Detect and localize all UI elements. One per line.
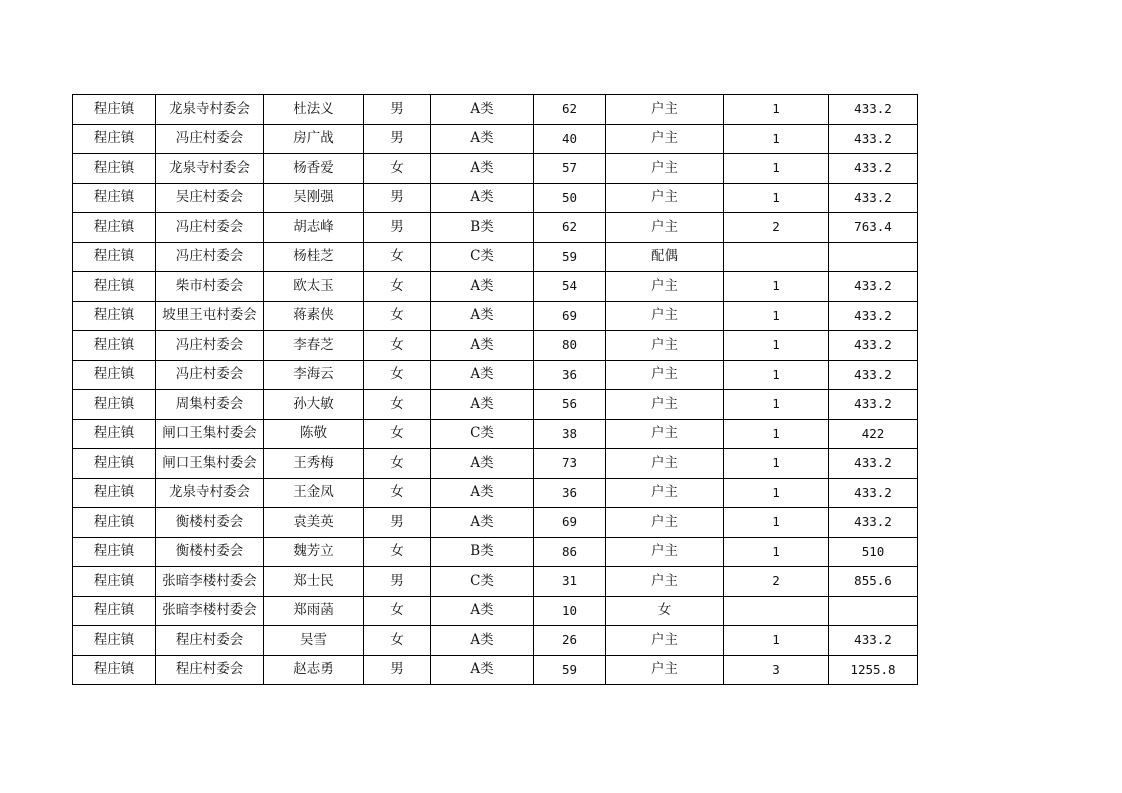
village-committee-cell: 张暗李楼村委会 — [156, 567, 264, 597]
person-name-cell: 王秀梅 — [264, 449, 364, 479]
town-cell: 程庄镇 — [73, 419, 156, 449]
person-name-cell: 蒋素侠 — [264, 301, 364, 331]
town-cell: 程庄镇 — [73, 537, 156, 567]
category-cell: C类 — [431, 419, 534, 449]
amount-cell: 433.2 — [829, 301, 918, 331]
amount-cell: 855.6 — [829, 567, 918, 597]
table-row — [73, 95, 918, 125]
category-cell: A类 — [431, 183, 534, 213]
category-cell: C类 — [431, 242, 534, 272]
relation-cell: 户主 — [606, 537, 724, 567]
village-committee-cell: 闸口王集村委会 — [156, 419, 264, 449]
village-committee-cell: 冯庄村委会 — [156, 360, 264, 390]
town-cell: 程庄镇 — [73, 626, 156, 656]
category-cell: A类 — [431, 360, 534, 390]
person-name-cell: 袁美英 — [264, 508, 364, 538]
gender-cell: 男 — [364, 567, 431, 597]
amount-cell: 433.2 — [829, 154, 918, 184]
household-count-cell: 2 — [724, 567, 829, 597]
town-cell: 程庄镇 — [73, 449, 156, 479]
household-count-cell: 1 — [724, 508, 829, 538]
village-committee-cell: 冯庄村委会 — [156, 213, 264, 243]
amount-cell: 433.2 — [829, 626, 918, 656]
household-count-cell: 1 — [724, 360, 829, 390]
gender-cell: 男 — [364, 95, 431, 125]
village-committee-cell: 龙泉寺村委会 — [156, 95, 264, 125]
household-count-cell — [724, 242, 829, 272]
table-row — [73, 124, 918, 154]
category-cell: A类 — [431, 626, 534, 656]
age-cell: 26 — [534, 626, 606, 656]
gender-cell: 女 — [364, 331, 431, 361]
table-row — [73, 508, 918, 538]
age-cell: 59 — [534, 242, 606, 272]
household-count-cell: 1 — [724, 537, 829, 567]
gender-cell: 女 — [364, 272, 431, 302]
person-name-cell: 胡志峰 — [264, 213, 364, 243]
person-name-cell: 魏芳立 — [264, 537, 364, 567]
village-committee-cell: 闸口王集村委会 — [156, 449, 264, 479]
household-count-cell: 1 — [724, 301, 829, 331]
village-committee-cell: 龙泉寺村委会 — [156, 478, 264, 508]
relation-cell: 户主 — [606, 183, 724, 213]
town-cell: 程庄镇 — [73, 596, 156, 626]
table-row — [73, 301, 918, 331]
relation-cell: 户主 — [606, 449, 724, 479]
gender-cell: 女 — [364, 154, 431, 184]
age-cell: 56 — [534, 390, 606, 420]
relation-cell: 户主 — [606, 124, 724, 154]
age-cell: 36 — [534, 478, 606, 508]
table-row — [73, 478, 918, 508]
village-committee-cell: 衡楼村委会 — [156, 508, 264, 538]
category-cell: A类 — [431, 331, 534, 361]
amount-cell: 433.2 — [829, 449, 918, 479]
person-name-cell: 欧太玉 — [264, 272, 364, 302]
age-cell: 54 — [534, 272, 606, 302]
category-cell: A类 — [431, 95, 534, 125]
amount-cell: 433.2 — [829, 508, 918, 538]
table-row — [73, 154, 918, 184]
category-cell: C类 — [431, 567, 534, 597]
person-name-cell: 陈敬 — [264, 419, 364, 449]
town-cell: 程庄镇 — [73, 301, 156, 331]
relation-cell: 户主 — [606, 154, 724, 184]
amount-cell: 433.2 — [829, 124, 918, 154]
household-count-cell: 1 — [724, 272, 829, 302]
gender-cell: 女 — [364, 301, 431, 331]
person-name-cell: 吴刚强 — [264, 183, 364, 213]
table-row — [73, 537, 918, 567]
person-name-cell: 王金凤 — [264, 478, 364, 508]
household-count-cell: 1 — [724, 626, 829, 656]
category-cell: A类 — [431, 272, 534, 302]
village-committee-cell: 柴市村委会 — [156, 272, 264, 302]
amount-cell: 433.2 — [829, 478, 918, 508]
table-row — [73, 655, 918, 685]
gender-cell: 女 — [364, 596, 431, 626]
table-row — [73, 626, 918, 656]
town-cell: 程庄镇 — [73, 183, 156, 213]
gender-cell: 女 — [364, 478, 431, 508]
person-name-cell: 杨桂芝 — [264, 242, 364, 272]
age-cell: 57 — [534, 154, 606, 184]
town-cell: 程庄镇 — [73, 124, 156, 154]
gender-cell: 男 — [364, 124, 431, 154]
gender-cell: 女 — [364, 449, 431, 479]
category-cell: A类 — [431, 154, 534, 184]
table-row — [73, 567, 918, 597]
amount-cell — [829, 596, 918, 626]
amount-cell: 763.4 — [829, 213, 918, 243]
relation-cell: 户主 — [606, 508, 724, 538]
gender-cell: 女 — [364, 537, 431, 567]
town-cell: 程庄镇 — [73, 567, 156, 597]
category-cell: A类 — [431, 301, 534, 331]
gender-cell: 女 — [364, 626, 431, 656]
age-cell: 31 — [534, 567, 606, 597]
category-cell: A类 — [431, 449, 534, 479]
relation-cell: 户主 — [606, 95, 724, 125]
household-count-cell: 1 — [724, 331, 829, 361]
village-committee-cell: 程庄村委会 — [156, 626, 264, 656]
gender-cell: 女 — [364, 390, 431, 420]
gender-cell: 女 — [364, 360, 431, 390]
amount-cell: 510 — [829, 537, 918, 567]
age-cell: 62 — [534, 213, 606, 243]
town-cell: 程庄镇 — [73, 655, 156, 685]
gender-cell: 男 — [364, 655, 431, 685]
town-cell: 程庄镇 — [73, 390, 156, 420]
table-row — [73, 449, 918, 479]
age-cell: 50 — [534, 183, 606, 213]
age-cell: 10 — [534, 596, 606, 626]
town-cell: 程庄镇 — [73, 272, 156, 302]
village-committee-cell: 张暗李楼村委会 — [156, 596, 264, 626]
person-name-cell: 郑雨菡 — [264, 596, 364, 626]
category-cell: A类 — [431, 478, 534, 508]
town-cell: 程庄镇 — [73, 95, 156, 125]
age-cell: 38 — [534, 419, 606, 449]
village-committee-cell: 周集村委会 — [156, 390, 264, 420]
amount-cell: 433.2 — [829, 95, 918, 125]
town-cell: 程庄镇 — [73, 213, 156, 243]
town-cell: 程庄镇 — [73, 508, 156, 538]
village-committee-cell: 衡楼村委会 — [156, 537, 264, 567]
age-cell: 62 — [534, 95, 606, 125]
category-cell: A类 — [431, 390, 534, 420]
village-committee-cell: 冯庄村委会 — [156, 242, 264, 272]
data-table — [72, 94, 918, 685]
town-cell: 程庄镇 — [73, 360, 156, 390]
amount-cell: 433.2 — [829, 360, 918, 390]
category-cell: A类 — [431, 596, 534, 626]
table-row — [73, 242, 918, 272]
relation-cell: 配偶 — [606, 242, 724, 272]
table-row — [73, 213, 918, 243]
gender-cell: 女 — [364, 242, 431, 272]
table-row — [73, 419, 918, 449]
table-row — [73, 183, 918, 213]
relation-cell: 户主 — [606, 478, 724, 508]
relation-cell: 女 — [606, 596, 724, 626]
amount-cell: 422 — [829, 419, 918, 449]
age-cell: 73 — [534, 449, 606, 479]
age-cell: 69 — [534, 508, 606, 538]
town-cell: 程庄镇 — [73, 331, 156, 361]
person-name-cell: 吴雪 — [264, 626, 364, 656]
household-count-cell: 1 — [724, 95, 829, 125]
relation-cell: 户主 — [606, 331, 724, 361]
amount-cell — [829, 242, 918, 272]
town-cell: 程庄镇 — [73, 154, 156, 184]
person-name-cell: 李海云 — [264, 360, 364, 390]
relation-cell: 户主 — [606, 655, 724, 685]
person-name-cell: 杨香爱 — [264, 154, 364, 184]
relation-cell: 户主 — [606, 626, 724, 656]
age-cell: 86 — [534, 537, 606, 567]
gender-cell: 男 — [364, 213, 431, 243]
relation-cell: 户主 — [606, 360, 724, 390]
person-name-cell: 李春芝 — [264, 331, 364, 361]
town-cell: 程庄镇 — [73, 478, 156, 508]
household-count-cell: 1 — [724, 183, 829, 213]
person-name-cell: 郑士民 — [264, 567, 364, 597]
household-count-cell: 3 — [724, 655, 829, 685]
amount-cell: 1255.8 — [829, 655, 918, 685]
relation-cell: 户主 — [606, 390, 724, 420]
village-committee-cell: 吴庄村委会 — [156, 183, 264, 213]
gender-cell: 男 — [364, 183, 431, 213]
household-count-cell: 1 — [724, 478, 829, 508]
relation-cell: 户主 — [606, 301, 724, 331]
amount-cell: 433.2 — [829, 390, 918, 420]
person-name-cell: 房广战 — [264, 124, 364, 154]
amount-cell: 433.2 — [829, 272, 918, 302]
relation-cell: 户主 — [606, 213, 724, 243]
table-row — [73, 390, 918, 420]
age-cell: 80 — [534, 331, 606, 361]
household-count-cell: 1 — [724, 154, 829, 184]
age-cell: 40 — [534, 124, 606, 154]
table-body — [73, 95, 918, 685]
household-count-cell: 1 — [724, 419, 829, 449]
gender-cell: 女 — [364, 419, 431, 449]
relation-cell: 户主 — [606, 272, 724, 302]
household-count-cell: 1 — [724, 390, 829, 420]
table-row — [73, 360, 918, 390]
category-cell: B类 — [431, 537, 534, 567]
household-count-cell — [724, 596, 829, 626]
household-count-cell: 1 — [724, 124, 829, 154]
table-row — [73, 331, 918, 361]
relation-cell: 户主 — [606, 419, 724, 449]
person-name-cell: 杜法义 — [264, 95, 364, 125]
village-committee-cell: 龙泉寺村委会 — [156, 154, 264, 184]
town-cell: 程庄镇 — [73, 242, 156, 272]
category-cell: A类 — [431, 655, 534, 685]
person-name-cell: 孙大敏 — [264, 390, 364, 420]
table-row — [73, 272, 918, 302]
village-committee-cell: 冯庄村委会 — [156, 124, 264, 154]
age-cell: 59 — [534, 655, 606, 685]
relation-cell: 户主 — [606, 567, 724, 597]
person-name-cell: 赵志勇 — [264, 655, 364, 685]
gender-cell: 男 — [364, 508, 431, 538]
table-row — [73, 596, 918, 626]
village-committee-cell: 冯庄村委会 — [156, 331, 264, 361]
category-cell: B类 — [431, 213, 534, 243]
village-committee-cell: 程庄村委会 — [156, 655, 264, 685]
household-count-cell: 2 — [724, 213, 829, 243]
amount-cell: 433.2 — [829, 183, 918, 213]
village-committee-cell: 坡里王屯村委会 — [156, 301, 264, 331]
category-cell: A类 — [431, 508, 534, 538]
age-cell: 36 — [534, 360, 606, 390]
household-count-cell: 1 — [724, 449, 829, 479]
amount-cell: 433.2 — [829, 331, 918, 361]
category-cell: A类 — [431, 124, 534, 154]
age-cell: 69 — [534, 301, 606, 331]
